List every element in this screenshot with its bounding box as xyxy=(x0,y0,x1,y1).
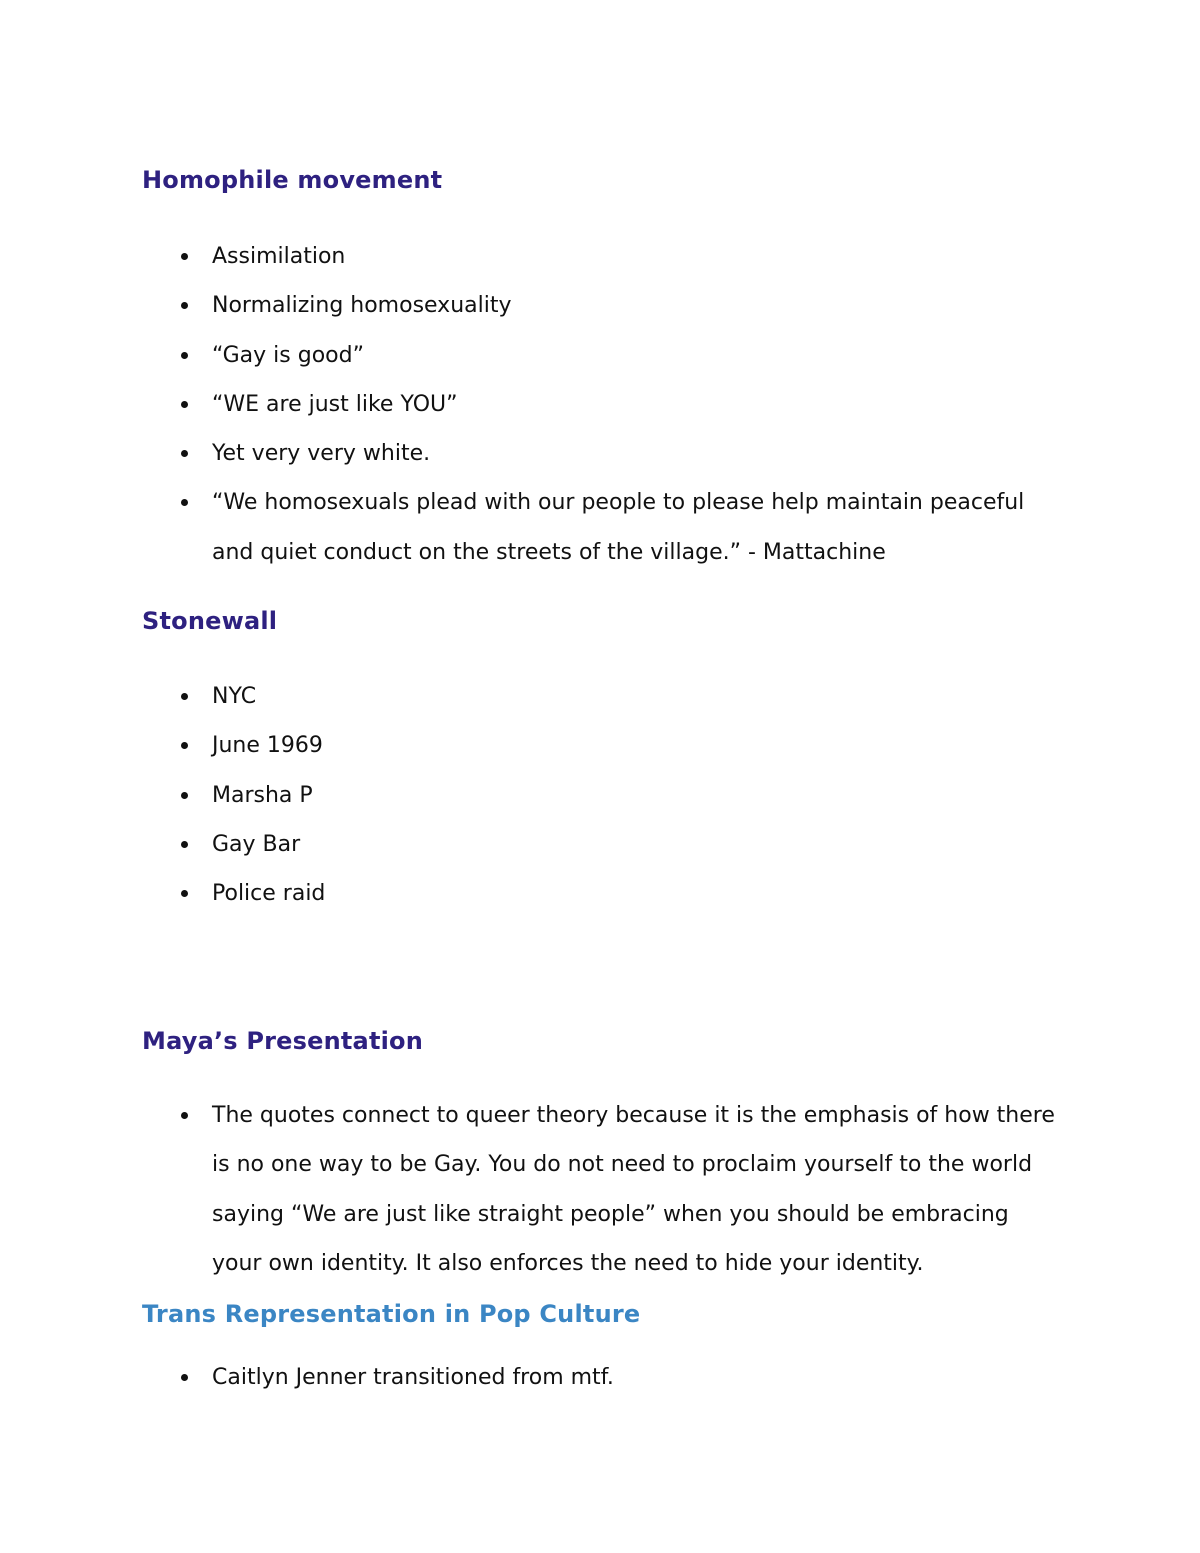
list-item xyxy=(0,232,1062,281)
list-item-text: Yet very very white. xyxy=(212,441,431,467)
list-item xyxy=(0,820,1062,869)
bullet-list-mayas-presentation xyxy=(0,1091,1062,1288)
list-item-text: “We homosexuals plead with our people to please help maintain peaceful and quiet conduct on the streets of the village.” - Mattachine xyxy=(212,490,1025,565)
list-item-text: June 1969 xyxy=(212,733,323,759)
bullet-icon xyxy=(181,450,188,457)
list-item-text: Gay Bar xyxy=(212,831,301,857)
list-item xyxy=(0,380,1062,429)
list-item-text: The quotes connect to queer theory because it is the emphasis of how there is no one way to be Gay. You do not need to proclaim yourself to the world saying “We are just like straight people” when you should be embracing your own identity. It also enforces the need to hide your identity. xyxy=(212,1103,1055,1276)
list-item xyxy=(0,429,1062,478)
list-item xyxy=(0,869,1062,918)
list-item xyxy=(0,771,1062,820)
bullet-icon xyxy=(181,792,188,799)
bullet-icon xyxy=(181,352,188,359)
bullet-list-trans-representation xyxy=(0,1353,1062,1402)
list-item-text: NYC xyxy=(212,684,257,709)
list-item-text: Assimilation xyxy=(212,244,346,269)
list-item xyxy=(0,721,1062,770)
bullet-icon xyxy=(181,1112,188,1119)
list-item xyxy=(0,1353,1062,1402)
bullet-icon xyxy=(181,890,188,897)
bullet-icon xyxy=(181,841,188,848)
bullet-icon xyxy=(181,499,188,506)
section-heading-mayas-presentation: Maya’s Presentation xyxy=(142,1027,424,1055)
bullet-list-homophile-movement xyxy=(0,232,1062,577)
section-heading-homophile-movement: Homophile movement xyxy=(142,166,443,194)
bullet-icon xyxy=(181,742,188,749)
list-item-text: Caitlyn Jenner transitioned from mtf. xyxy=(212,1365,614,1390)
list-item-text: “Gay is good” xyxy=(212,342,364,368)
list-item xyxy=(0,478,1062,577)
bullet-list-stonewall xyxy=(0,672,1062,918)
bullet-icon xyxy=(181,302,188,309)
list-item xyxy=(0,281,1062,330)
bullet-icon xyxy=(181,1374,188,1381)
list-item-text: Police raid xyxy=(212,881,326,907)
list-item-text: “WE are just like YOU” xyxy=(212,391,458,417)
list-item-text: Normalizing homosexuality xyxy=(212,293,512,319)
list-item-text: Marsha P xyxy=(212,782,313,808)
list-item xyxy=(0,672,1062,721)
list-item xyxy=(0,331,1062,380)
bullet-icon xyxy=(181,693,188,700)
bullet-icon xyxy=(181,253,188,260)
list-item xyxy=(0,1091,1062,1288)
section-heading-stonewall: Stonewall xyxy=(142,607,278,635)
bullet-icon xyxy=(181,401,188,408)
section-heading-trans-representation: Trans Representation in Pop Culture xyxy=(142,1300,641,1328)
